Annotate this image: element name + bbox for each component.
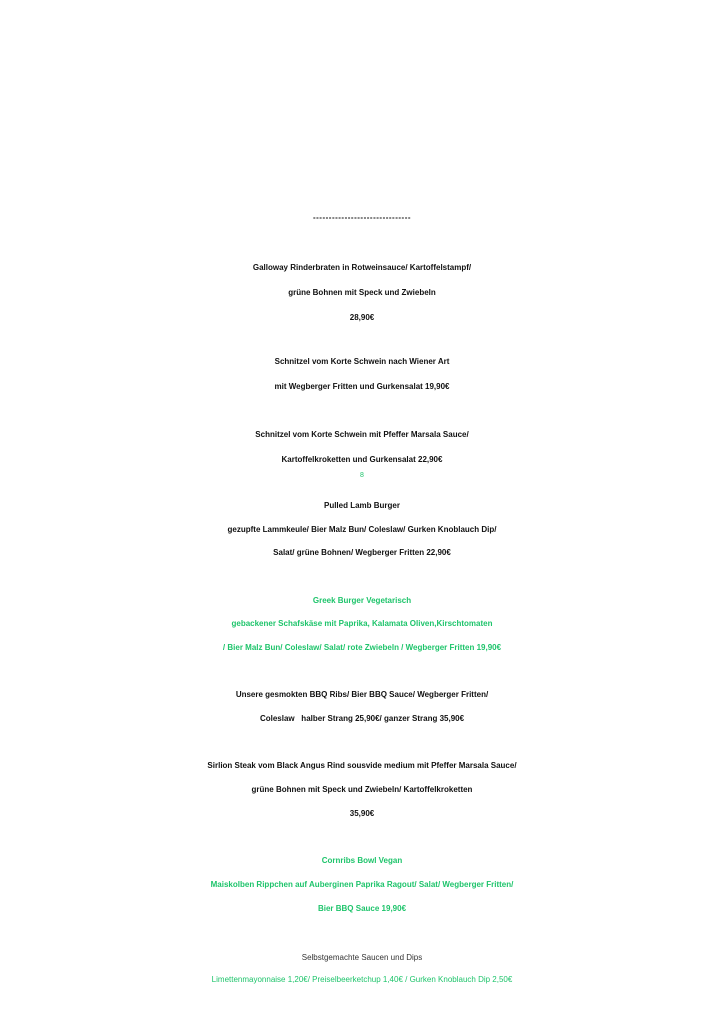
menu-item-line: Maiskolben Rippchen auf Auberginen Paprika Ragout/ Salat/ Wegberger Fritten/ bbox=[210, 880, 514, 889]
menu-item-line: Schnitzel vom Korte Schwein mit Pfeffer Marsala Sauce/ bbox=[255, 430, 469, 439]
menu-item-line: grüne Bohnen mit Speck und Zwiebeln bbox=[288, 288, 436, 297]
menu-item-line: mit Wegberger Fritten und Gurkensalat 19,90€ bbox=[274, 382, 450, 391]
page-marker: 8 bbox=[360, 472, 364, 479]
sauces-list: Limettenmayonnaise 1,20€/ Preiselbeerketchup 1,40€ / Gurken Knoblauch Dip 2,50€ bbox=[211, 975, 513, 984]
menu-item-line: Sirlion Steak vom Black Angus Rind sousvide medium mit Pfeffer Marsala Sauce/ bbox=[207, 761, 517, 770]
menu-item-title: Greek Burger Vegetarisch bbox=[312, 596, 412, 605]
menu-item-line: Coleslaw halber Strang 25,90€/ ganzer Strang 35,90€ bbox=[259, 714, 465, 723]
menu-item-line: gebackener Schafskäse mit Paprika, Kalamata Oliven,Kirschtomaten bbox=[231, 619, 493, 628]
menu-item-price: 35,90€ bbox=[349, 809, 375, 818]
menu-item-title: Pulled Lamb Burger bbox=[323, 501, 400, 510]
menu-item-title: Cornribs Bowl Vegan bbox=[321, 856, 403, 865]
divider: ------------------------------- bbox=[312, 213, 412, 222]
menu-item-line: Schnitzel vom Korte Schwein nach Wiener Art bbox=[274, 357, 450, 366]
menu-item-line: Galloway Rinderbraten in Rotweinsauce/ Kartoffelstampf/ bbox=[252, 263, 472, 272]
menu-item-line: Salat/ grüne Bohnen/ Wegberger Fritten 22,90€ bbox=[273, 548, 451, 557]
menu-item-price: 28,90€ bbox=[349, 313, 375, 322]
menu-item-line: Unsere gesmokten BBQ Ribs/ Bier BBQ Sauce/ Wegberger Fritten/ bbox=[235, 690, 489, 699]
menu-item-line: Kartoffelkroketten und Gurkensalat 22,90€ bbox=[281, 455, 443, 464]
sauces-heading: Selbstgemachte Saucen und Dips bbox=[301, 953, 423, 962]
menu-item-line: gezupfte Lammkeule/ Bier Malz Bun/ Coleslaw/ Gurken Knoblauch Dip/ bbox=[227, 525, 497, 534]
menu-item-line: / Bier Malz Bun/ Coleslaw/ Salat/ rote Zwiebeln / Wegberger Fritten 19,90€ bbox=[222, 643, 502, 652]
menu-item-line: grüne Bohnen mit Speck und Zwiebeln/ Kartoffelkroketten bbox=[251, 785, 473, 794]
menu-item-line: Bier BBQ Sauce 19,90€ bbox=[317, 904, 407, 913]
